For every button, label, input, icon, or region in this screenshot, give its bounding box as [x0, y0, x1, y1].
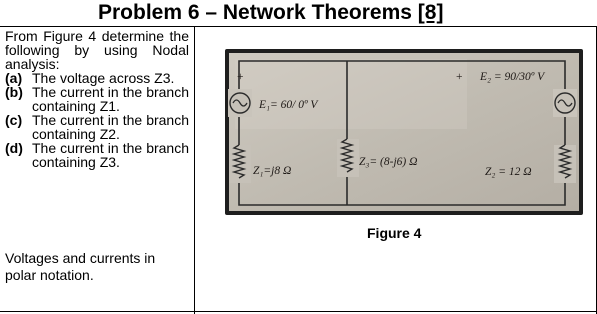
z3-label: Z₃= (8-j6) Ω — [359, 156, 418, 168]
part-c-text: The current in the branch containing Z2. — [32, 112, 189, 142]
question-part-a — [5, 71, 189, 85]
problem-title-text: Problem 6 – Network Theorems — [98, 1, 412, 24]
z2-label: Z₂ = 12 Ω — [485, 166, 532, 178]
part-d-text: The current in the branch containing Z3. — [32, 140, 189, 170]
e2-label: E₂ = 90/30º V — [480, 71, 545, 83]
z1-label: Z₁=j8 Ω — [253, 165, 292, 177]
problem-title — [98, 1, 443, 25]
question-intro: From Figure 4 determine the following by using Nodal analysis: — [5, 28, 189, 72]
column-divider — [194, 26, 195, 314]
part-a-text: The voltage across Z3. — [32, 70, 175, 86]
question-part-b — [5, 85, 189, 113]
part-d-tag: (d) — [5, 140, 23, 156]
part-b-text: The current in the branch containing Z1. — [32, 84, 189, 114]
table-bottom-border — [0, 311, 597, 312]
question-part-d — [5, 141, 189, 169]
circuit-photo — [225, 49, 583, 215]
paper-texture-patch — [235, 59, 467, 129]
question-column — [5, 29, 189, 169]
e1-label: E₁= 60/ 0º V — [259, 99, 318, 111]
part-b-tag: (b) — [5, 84, 23, 100]
e2-plus-label: + — [456, 71, 463, 83]
question-part-c — [5, 113, 189, 141]
figure-caption: Figure 4 — [367, 225, 422, 241]
notation-note: Voltages and currents in polar notation. — [5, 250, 156, 283]
marks-badge: [8] — [417, 1, 444, 24]
part-a-tag: (a) — [5, 70, 23, 86]
circuit-diagram — [225, 49, 583, 215]
e1-plus-label: + — [237, 71, 244, 83]
title-rule — [0, 26, 597, 27]
part-c-tag: (c) — [5, 112, 23, 128]
